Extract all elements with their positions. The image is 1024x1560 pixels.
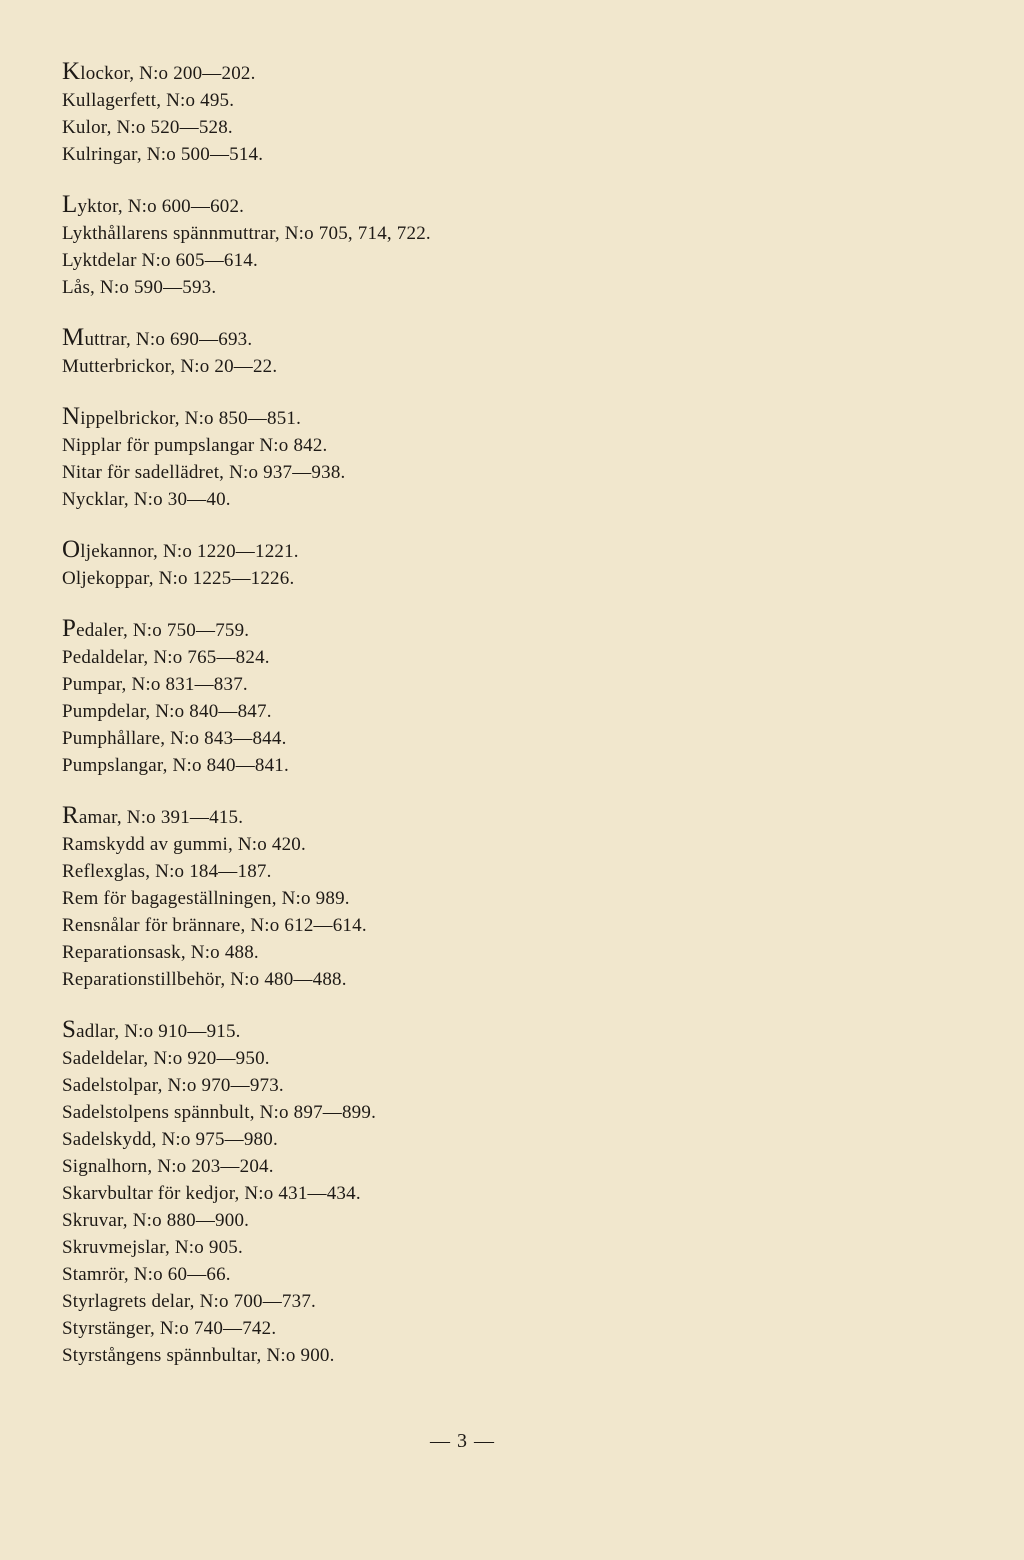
index-entry: Oljekoppar, N:o 1225—1226. — [62, 568, 295, 589]
index-group-s — [62, 1018, 762, 1369]
index-entry: Styrstänger, N:o 740—742. — [62, 1318, 277, 1339]
index-entry: Kulringar, N:o 500—514. — [62, 144, 264, 165]
index-entry: Skruvar, N:o 880—900. — [62, 1210, 250, 1231]
index-entry: Lyktor, N:o 600—602. — [62, 191, 245, 218]
index-entry: Kulor, N:o 520—528. — [62, 117, 233, 138]
index-entry: Pumpslangar, N:o 840—841. — [62, 755, 289, 776]
index-entry: Nipplar för pumpslangar N:o 842. — [62, 435, 328, 456]
index-entry: Ramskydd av gummi, N:o 420. — [62, 834, 306, 855]
index-entry: Reparationstillbehör, N:o 480—488. — [62, 969, 347, 990]
index-group-k — [62, 60, 762, 168]
index-group-n — [62, 405, 762, 513]
index-entry: Sadelstolpar, N:o 970—973. — [62, 1075, 284, 1096]
index-entry: Mutterbrickor, N:o 20—22. — [62, 356, 278, 377]
index-entry: Rensnålar för brännare, N:o 612—614. — [62, 915, 367, 936]
index-entry: Nycklar, N:o 30—40. — [62, 489, 231, 510]
index-entry: Muttrar, N:o 690—693. — [62, 324, 253, 351]
index-group-m — [62, 326, 762, 380]
index-group-l — [62, 193, 762, 301]
index-list — [62, 60, 762, 1394]
index-entry: Stamrör, N:o 60—66. — [62, 1264, 231, 1285]
index-entry: Pumphållare, N:o 843—844. — [62, 728, 287, 749]
index-group-o — [62, 538, 762, 592]
index-entry: Signalhorn, N:o 203—204. — [62, 1156, 274, 1177]
index-entry: Skarvbultar för kedjor, N:o 431—434. — [62, 1183, 361, 1204]
index-entry: Sadeldelar, N:o 920—950. — [62, 1048, 270, 1069]
index-entry: Nippelbrickor, N:o 850—851. — [62, 403, 302, 430]
index-entry: Rem för bagageställningen, N:o 989. — [62, 888, 350, 909]
index-group-r — [62, 804, 762, 993]
index-entry: Ramar, N:o 391—415. — [62, 802, 244, 829]
index-entry: Klockor, N:o 200—202. — [62, 58, 256, 85]
index-entry: Sadlar, N:o 910—915. — [62, 1016, 241, 1043]
index-entry: Sadelskydd, N:o 975—980. — [62, 1129, 278, 1150]
index-entry: Reparationsask, N:o 488. — [62, 942, 259, 963]
index-group-p — [62, 617, 762, 779]
index-entry: Reflexglas, N:o 184—187. — [62, 861, 272, 882]
index-entry: Lyktdelar N:o 605—614. — [62, 250, 258, 271]
index-entry: Styrlagrets delar, N:o 700—737. — [62, 1291, 316, 1312]
index-entry: Lykthållarens spännmuttrar, N:o 705, 714, 722. — [62, 223, 431, 244]
page-number: — 3 — — [430, 1430, 495, 1452]
index-entry: Oljekannor, N:o 1220—1221. — [62, 536, 299, 563]
index-entry: Styrstångens spännbultar, N:o 900. — [62, 1345, 335, 1366]
index-entry: Sadelstolpens spännbult, N:o 897—899. — [62, 1102, 377, 1123]
index-entry: Lås, N:o 590—593. — [62, 277, 217, 298]
index-entry: Kullagerfett, N:o 495. — [62, 90, 235, 111]
index-entry: Skruvmejslar, N:o 905. — [62, 1237, 243, 1258]
index-entry: Pedaldelar, N:o 765—824. — [62, 647, 270, 668]
index-entry: Pedaler, N:o 750—759. — [62, 615, 250, 642]
index-entry: Pumpdelar, N:o 840—847. — [62, 701, 272, 722]
index-entry: Pumpar, N:o 831—837. — [62, 674, 248, 695]
index-entry: Nitar för sadellädret, N:o 937—938. — [62, 462, 346, 483]
